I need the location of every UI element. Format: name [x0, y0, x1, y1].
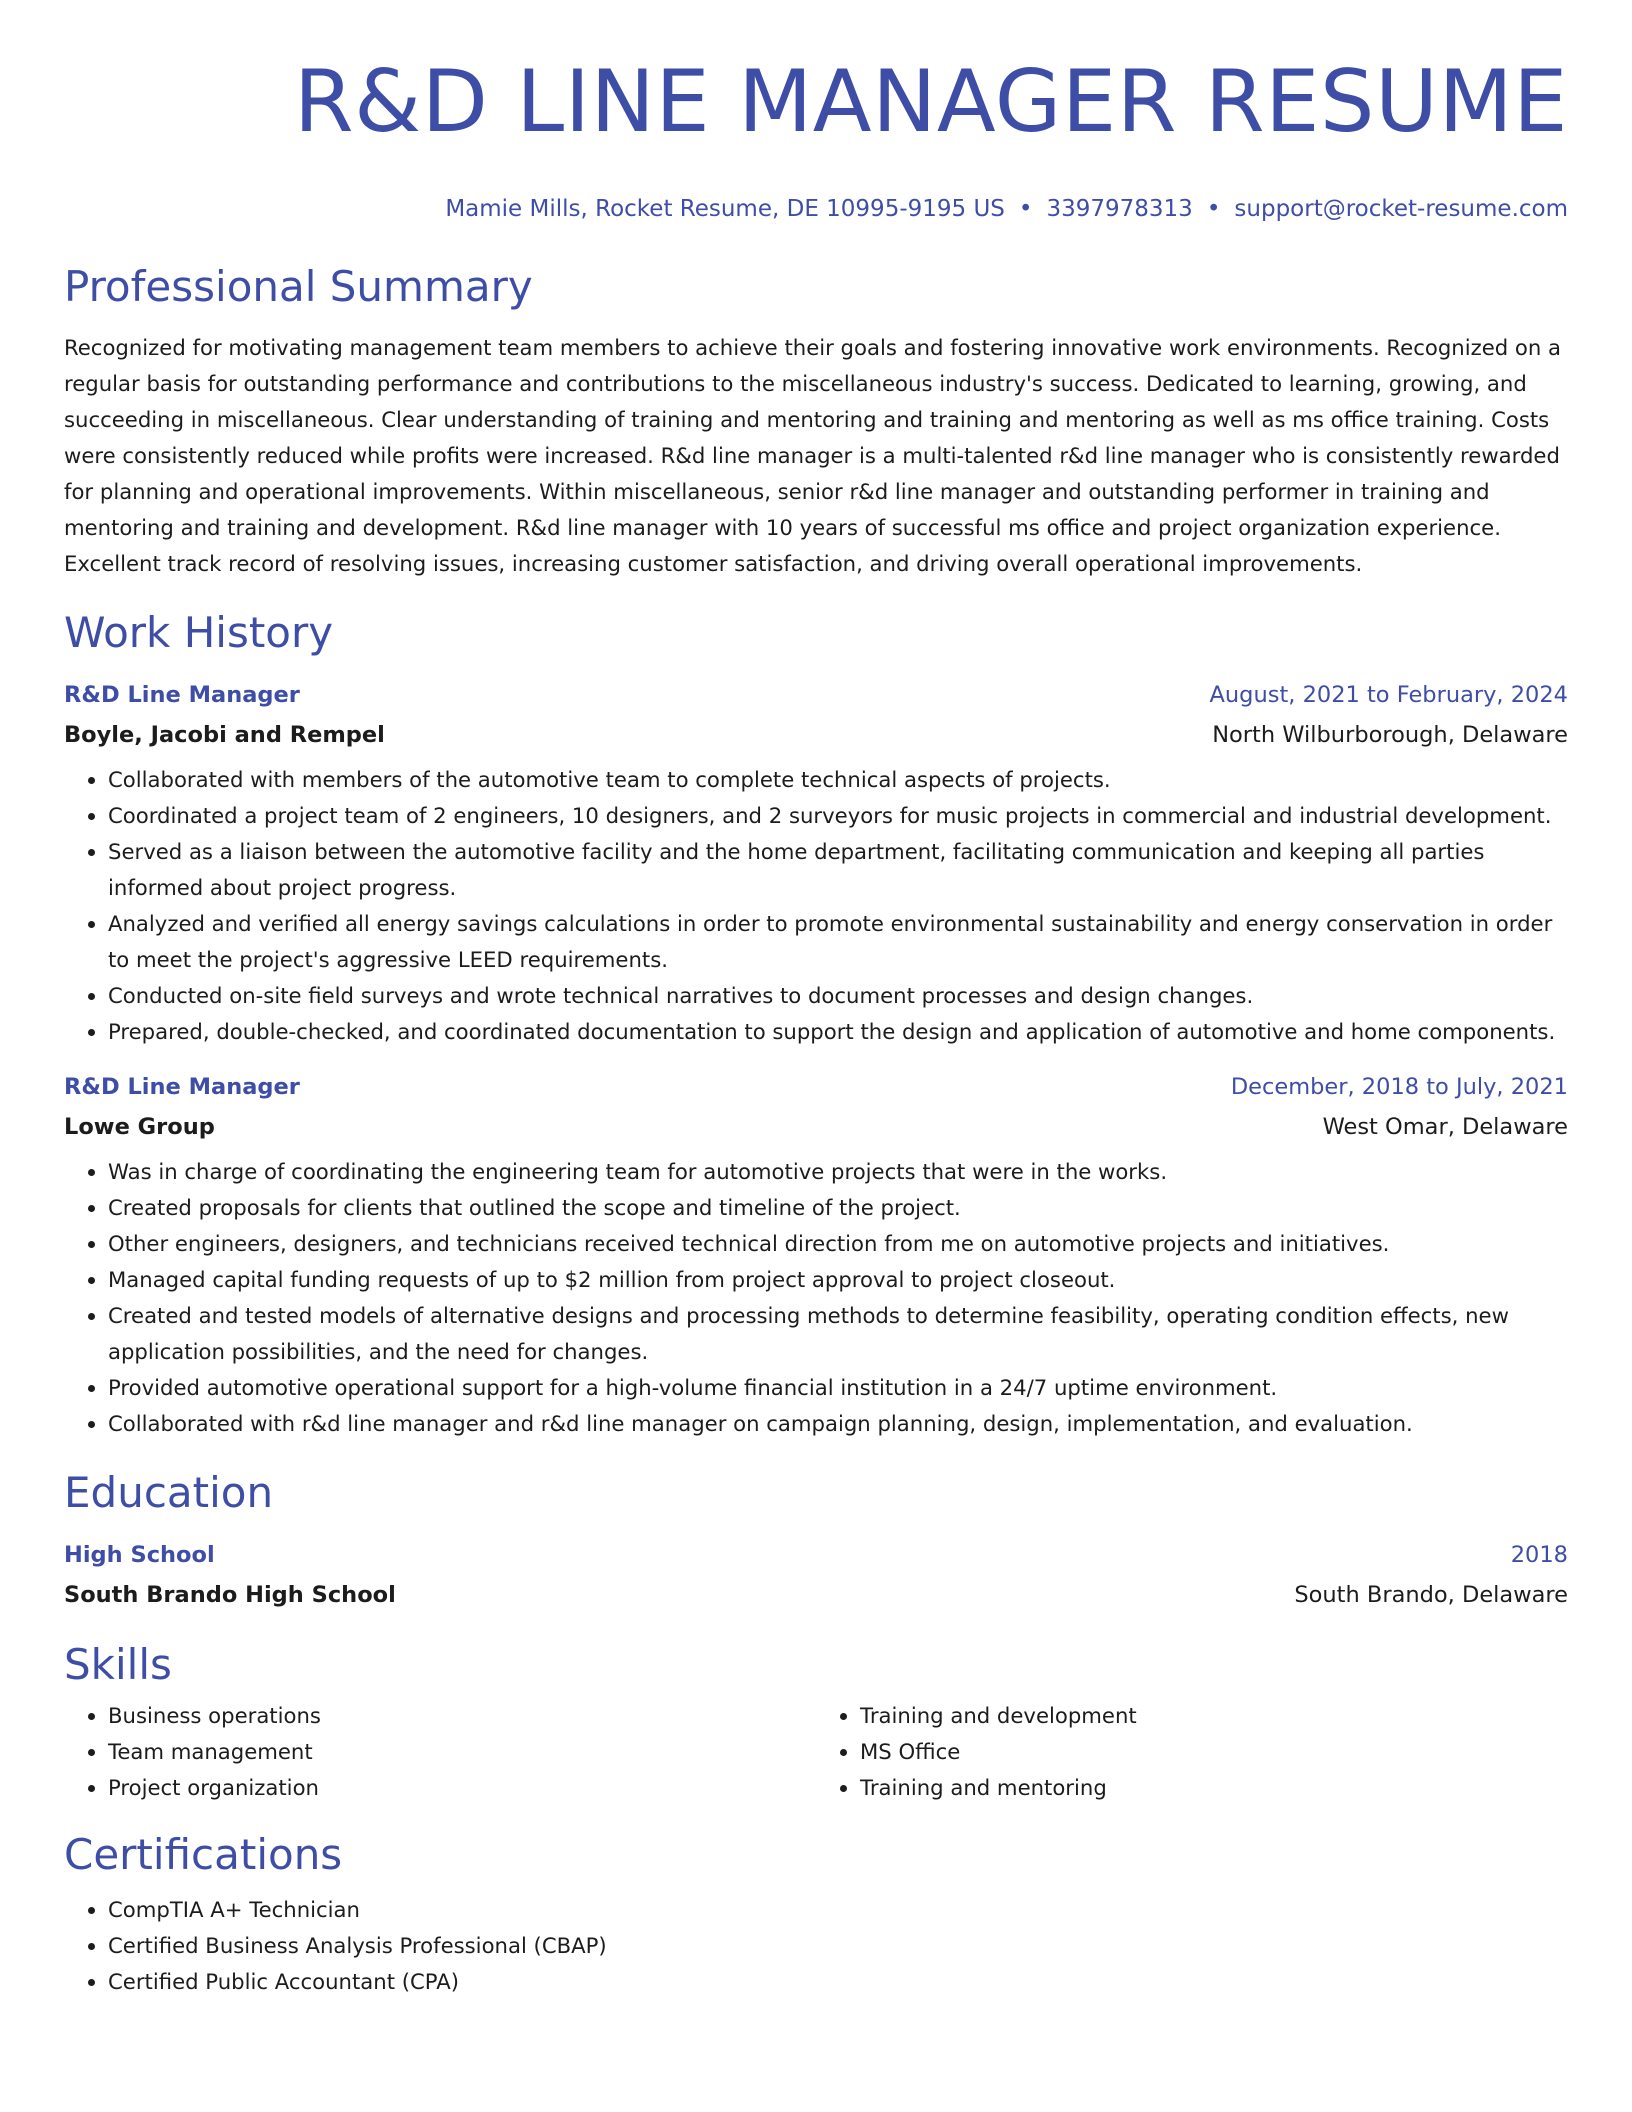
education-year: 2018 [1510, 1542, 1568, 1568]
job-role-row [64, 1072, 1568, 1102]
job-bullet: • Collaborated with r&d line manager and r&d line manager on campaign planning, design, implementation, and evaluation. [108, 1406, 1568, 1442]
work-history-heading: Work History [64, 608, 334, 657]
skills-heading: Skills [64, 1640, 172, 1689]
education-degree: High School [64, 1542, 215, 1568]
contact-email: support@rocket-resume.com [1234, 196, 1568, 222]
contact-phone: 3397978313 [1046, 196, 1193, 222]
job-company-row [64, 720, 1568, 750]
skill-item: • Project organization [108, 1770, 816, 1806]
skill-item: • Team management [108, 1734, 816, 1770]
job-bullets [64, 1154, 1568, 1442]
job-location: West Omar, Delaware [1322, 1114, 1568, 1140]
contact-address: Mamie Mills, Rocket Resume, DE 10995-9195 US [445, 196, 1005, 222]
education-heading: Education [64, 1468, 274, 1517]
job-bullet: • Prepared, double-checked, and coordinated documentation to support the design and application of automotive and home components. [108, 1014, 1568, 1050]
job-bullet: • Provided automotive operational support for a high-volume financial institution in a 24/7 uptime environment. [108, 1370, 1568, 1406]
summary-text: Recognized for motivating management team members to achieve their goals and fostering innovative work environments. Recognized on a regular basis for outstanding performance and contributions to the miscellaneous industry's success. Dedicated to learning, growing, and succeeding in miscellaneous. Clear understanding of training and mentoring and training and mentoring as well as ms office training. Costs were consistently reduced while profits were increased. R&d line manager is a multi-talented r&d line manager who is consistently rewarded for planning and operational improvements. Within miscellaneous, senior r&d line manager and outstanding performer in training and mentoring and training and development. R&d line manager with 10 years of successful ms office and project organization experience. Excellent track record of resolving issues, increasing customer satisfaction, and driving overall operational improvements. [64, 335, 1562, 576]
education-school-row [64, 1580, 1568, 1610]
job-bullet: • Was in charge of coordinating the engineering team for automotive projects that were in the works. [108, 1154, 1568, 1190]
job-dates: December, 2018 to July, 2021 [1230, 1074, 1568, 1100]
job-role-row [64, 680, 1568, 710]
job-bullet: • Created proposals for clients that outlined the scope and timeline of the project. [108, 1190, 1568, 1226]
job-bullet: • Served as a liaison between the automotive facility and the home department, facilitating communication and keeping all parties informed about project progress. [108, 834, 1568, 906]
job-entry [64, 680, 1568, 1050]
education-school: South Brando High School [64, 1582, 396, 1608]
job-bullet: • Coordinated a project team of 2 engineers, 10 designers, and 2 surveyors for music projects in commercial and industrial development. [108, 798, 1568, 834]
job-role: R&D Line Manager [64, 682, 300, 708]
job-dates: August, 2021 to February, 2024 [1209, 682, 1568, 708]
job-bullet: • Conducted on-site field surveys and wrote technical narratives to document processes and design changes. [108, 978, 1568, 1014]
certifications-list [64, 1892, 1568, 2000]
job-entry [64, 1072, 1568, 1442]
summary-heading: Professional Summary [64, 262, 533, 311]
job-bullet: • Managed capital funding requests of up to $2 million from project approval to project closeout. [108, 1262, 1568, 1298]
skill-item: • MS Office [860, 1734, 1568, 1770]
skills-list-left [64, 1698, 816, 1806]
certification-item: • Certified Business Analysis Professional (CBAP) [108, 1928, 1568, 1964]
job-bullet: • Collaborated with members of the automotive team to complete technical aspects of projects. [108, 762, 1568, 798]
certification-item: • CompTIA A+ Technician [108, 1892, 1568, 1928]
contact-separator: • [1018, 196, 1033, 222]
job-company: Lowe Group [64, 1114, 215, 1140]
skill-item: • Training and development [860, 1698, 1568, 1734]
job-bullet: • Created and tested models of alternative designs and processing methods to determine feasibility, operating condition effects, new application possibilities, and the need for changes. [108, 1298, 1568, 1370]
education-degree-row [64, 1540, 1568, 1570]
resume-title: R&D LINE MANAGER RESUME [293, 52, 1568, 152]
skills-list-right [816, 1698, 1568, 1806]
job-location: North Wilburborough, Delaware [1212, 722, 1568, 748]
contact-line [64, 196, 1568, 222]
skill-item: • Training and mentoring [860, 1770, 1568, 1806]
contact-separator: • [1206, 196, 1221, 222]
job-bullet: • Analyzed and verified all energy savings calculations in order to promote environmental sustainability and energy conservation in order to meet the project's aggressive LEED requirements. [108, 906, 1568, 978]
education-location: South Brando, Delaware [1294, 1582, 1568, 1608]
job-bullets [64, 762, 1568, 1050]
job-bullet: • Other engineers, designers, and technicians received technical direction from me on automotive projects and initiatives. [108, 1226, 1568, 1262]
skills-columns [64, 1698, 1568, 1806]
certifications-heading: Certifications [64, 1830, 343, 1879]
job-company: Boyle, Jacobi and Rempel [64, 722, 385, 748]
certification-item: • Certified Public Accountant (CPA) [108, 1964, 1568, 2000]
skill-item: • Business operations [108, 1698, 816, 1734]
job-company-row [64, 1112, 1568, 1142]
job-role: R&D Line Manager [64, 1074, 300, 1100]
